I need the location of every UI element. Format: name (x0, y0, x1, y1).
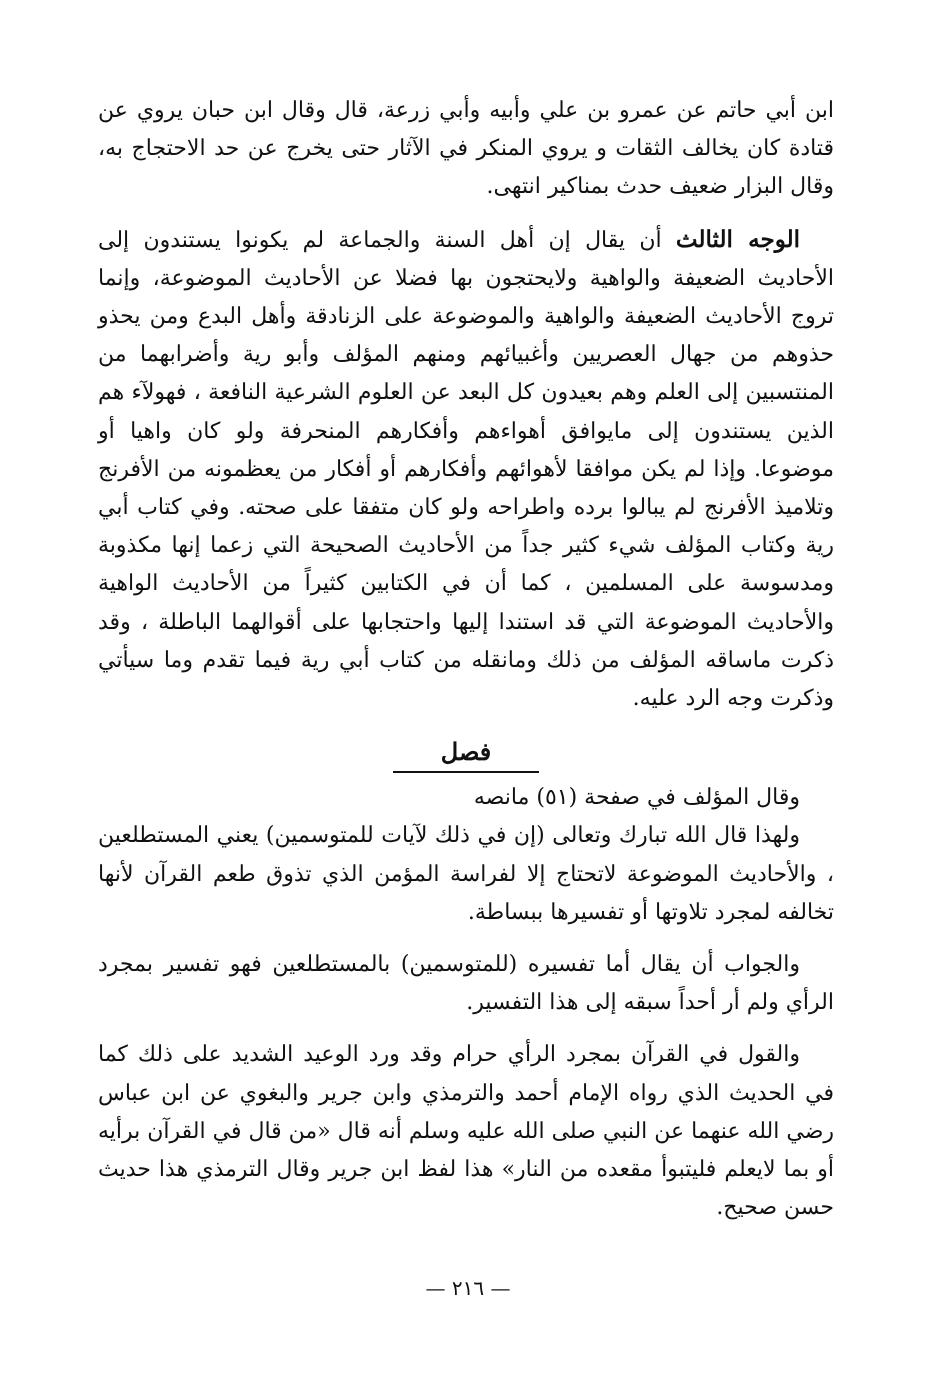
section-heading (98, 732, 834, 773)
paragraph-3: وقال المؤلف في صفحة (٥١) مانصه (473, 785, 800, 811)
page-number: — ٢١٦ — (425, 1276, 511, 1300)
page-body (98, 92, 834, 1227)
paragraph-5: والجواب أن يقال أما تفسيره (للمتوسمين) بالمستطلعين فهو تفسير بمجرد الرأي ولم أر أحداً سبقه إلى هذا التفسير. (98, 952, 834, 1016)
paragraph-1: ابن أبي حاتم عن عمرو بن علي وأبيه وأبي زرعة، قال وقال ابن حبان يروي عن قتادة كان يخالف الثقات و يروي المنكر في الآثار حتى يخرج عن حد الاحتجاج به، وقال البزار ضعيف حدث بمناكير انتهى. (98, 98, 834, 200)
paragraph-2 (98, 221, 834, 719)
section-heading-text: فصل (393, 737, 539, 773)
paragraph-6: والقول في القرآن بمجرد الرأي حرام وقد ورد الوعيد الشديد على ذلك كما في الحديث الذي رواه الإمام أحمد والترمذي وابن جرير والبغوي عن ابن عباس رضي الله عنهما عن النبي صلى الله عليه وسلم أنه قال «من قال في القرآن برأيه أو بما لايعلم فليتبوأ مقعده من النار» هذا لفظ ابن جرير وقال الترمذي هذا حديث حسن صحيح. (97, 1042, 834, 1221)
paragraph-2-text: أن يقال إن أهل السنة والجماعة لم يكونوا يستندون إلى الأحاديث الضعيفة والواهية ولايحتجون بها فضلا عن الأحاديث الموضوعة، وإنما تروج الأحاديث الضعيفة والواهية والموضوعة على الزنادقة وأهل البدع ومن يحذو حذوهم من جهال العصريين وأغبيائهم ومنهم المؤلف وأبو رية وأضرابهما من المنتسبين إلى العلم وهم بعيدون كل البعد عن العلوم الشرعية النافعة ، فهولآء هم الذين يستندون إلى مايوافق أهواءهم وأفكارهم المنحرفة ولو كان واهيا أو موضوعا. وإذا لم يكن موافقا لأهوائهم وأفكارهم أو أفكار من يعظمونه من الأفرنج وتلاميذ الأفرنج لم يبالوا برده واطراحه ولو كان متفقا على صحته. وفي كتاب أبي رية وكتاب المؤلف شيء كثير جداً من الأحاديث الصحيحة التي زعما إنها مكذوبة ومدسوسة على المسلمين ، كما أن في الكتابين كثيراً من الأحاديث الواهية والأحاديث الموضوعة التي قد استندا إليها واحتجابها على أقوالهما الباطلة ، وقد ذكرت ماساقه المؤلف من ذلك ومانقله من كتاب أبي رية فيما تقدم وما سيأتي وذكرت وجه الرد عليه. (98, 227, 834, 712)
paragraph-4: ولهذا قال الله تبارك وتعالى (إن في ذلك لآيات للمتوسمين) يعني المستطلعين ، والأحاديث الموضوعة لاتحتاج إلا لفراسة المؤمن الذي تذوق طعم القرآن لأنها تخالفه لمجرد تلاوتها أو تفسيرها ببساطة. (98, 823, 834, 925)
paragraph-2-lead: الوجه الثالث (675, 225, 800, 253)
